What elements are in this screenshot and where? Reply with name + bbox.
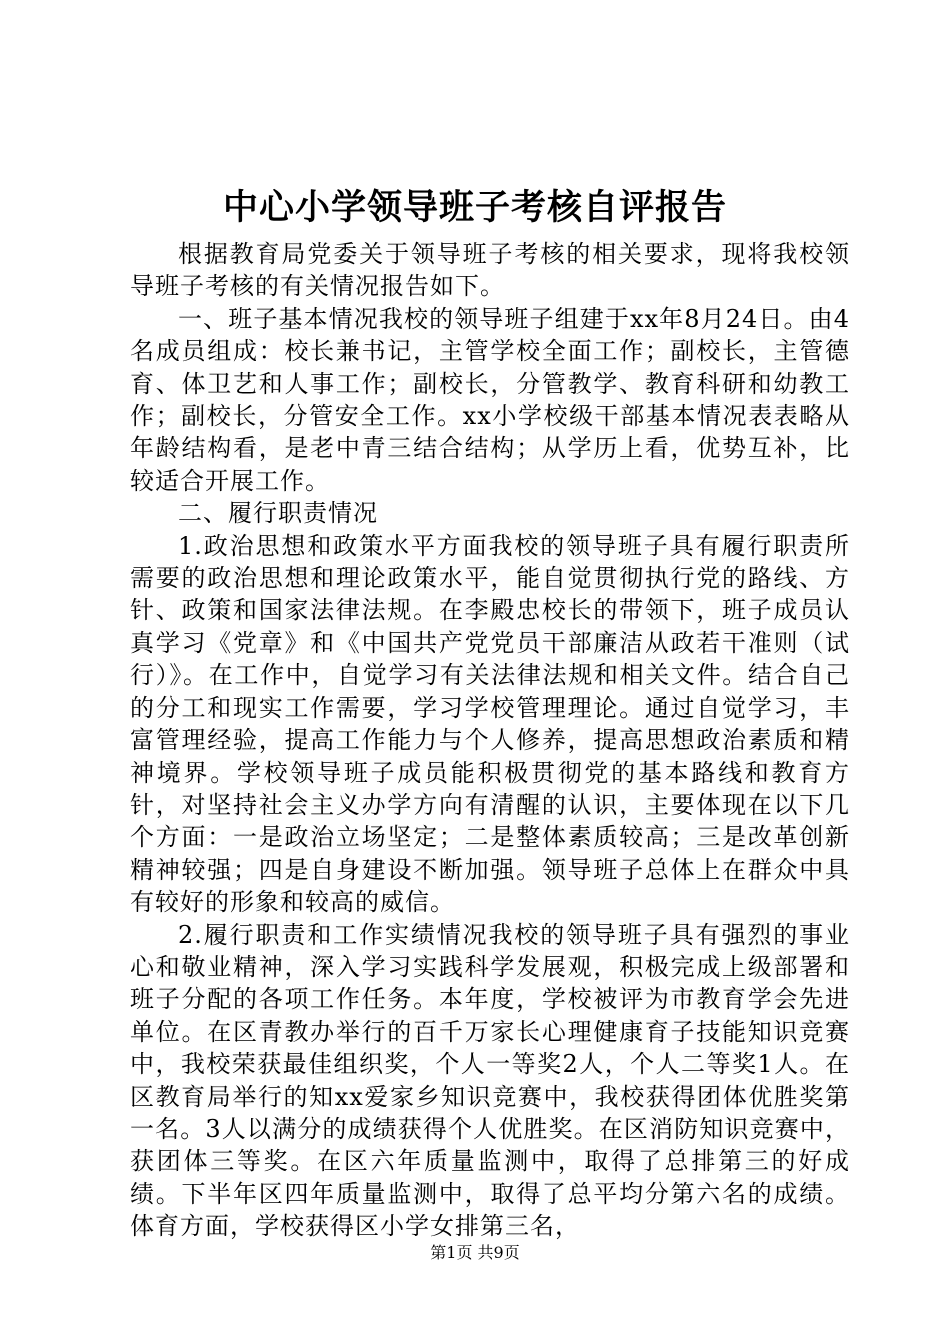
- document-title: 中心小学领导班子考核自评报告: [222, 187, 727, 228]
- document-body: [130, 238, 850, 1243]
- paragraph-section-2-heading: 二、履行职责情况: [178, 499, 378, 528]
- paragraph-section-1: 一、班子基本情况我校的领导班子组建于xx年8月24日。由4名成员组成：校长兼书记，主管学校全面工作；副校长，主管德育、体卫艺和人事工作；副校长，分管教学、教育科研和幼教工作；副校长，分管安全工作。xx小学校级干部基本情况表表略从年龄结构看，是老中青三结合结构；从学历上看，优势互补，比较适合开展工作。: [130, 304, 850, 495]
- paragraph-political: 1.政治思想和政策水平方面我校的领导班子具有履行职责所需要的政治思想和理论政策水平，能自觉贯彻执行党的路线、方针、政策和国家法律法规。在李殿忠校长的带领下，班子成员认真学习《党章》和《中国共产党党员干部廉洁从政若干准则（试行）》。在工作中，自觉学习有关法律法规和相关文件。结合自己的分工和现实工作需要，学习学校管理理论。通过自觉学习，丰富管理经验，提高工作能力与个人修养，提高思想政治素质和精神境界。学校领导班子成员能积极贯彻党的基本路线和教育方针，对坚持社会主义办学方向有清醒的认识，主要体现在以下几个方面：一是政治立场坚定；二是整体素质较高；三是改革创新精神较强；四是自身建设不断加强。领导班子总体上在群众中具有较好的形象和较高的威信。: [130, 531, 850, 917]
- paragraph-intro: 根据教育局党委关于领导班子考核的相关要求，现将我校领导班子考核的有关情况报告如下。: [130, 240, 850, 301]
- page-footer: 第1页 共9页: [430, 1243, 520, 1262]
- paragraph-performance: 2.履行职责和工作实绩情况我校的领导班子具有强烈的事业心和敬业精神，深入学习实践科学发展观，积极完成上级部署和班子分配的各项工作任务。本年度，学校被评为市教育学会先进单位。在区青教办举行的百千万家长心理健康育子技能知识竞赛中，我校荣获最佳组织奖，个人一等奖2人，个人二等奖1人。在区教育局举行的知xx爱家乡知识竞赛中，我校获得团体优胜奖第一名。3人以满分的成绩获得个人优胜奖。在区消防知识竞赛中，获团体三等奖。在区六年质量监测中，取得了总排第三的好成绩。下半年区四年质量监测中，取得了总平均分第六名的成绩。体育方面，学校获得区小学女排第三名，: [130, 920, 850, 1241]
